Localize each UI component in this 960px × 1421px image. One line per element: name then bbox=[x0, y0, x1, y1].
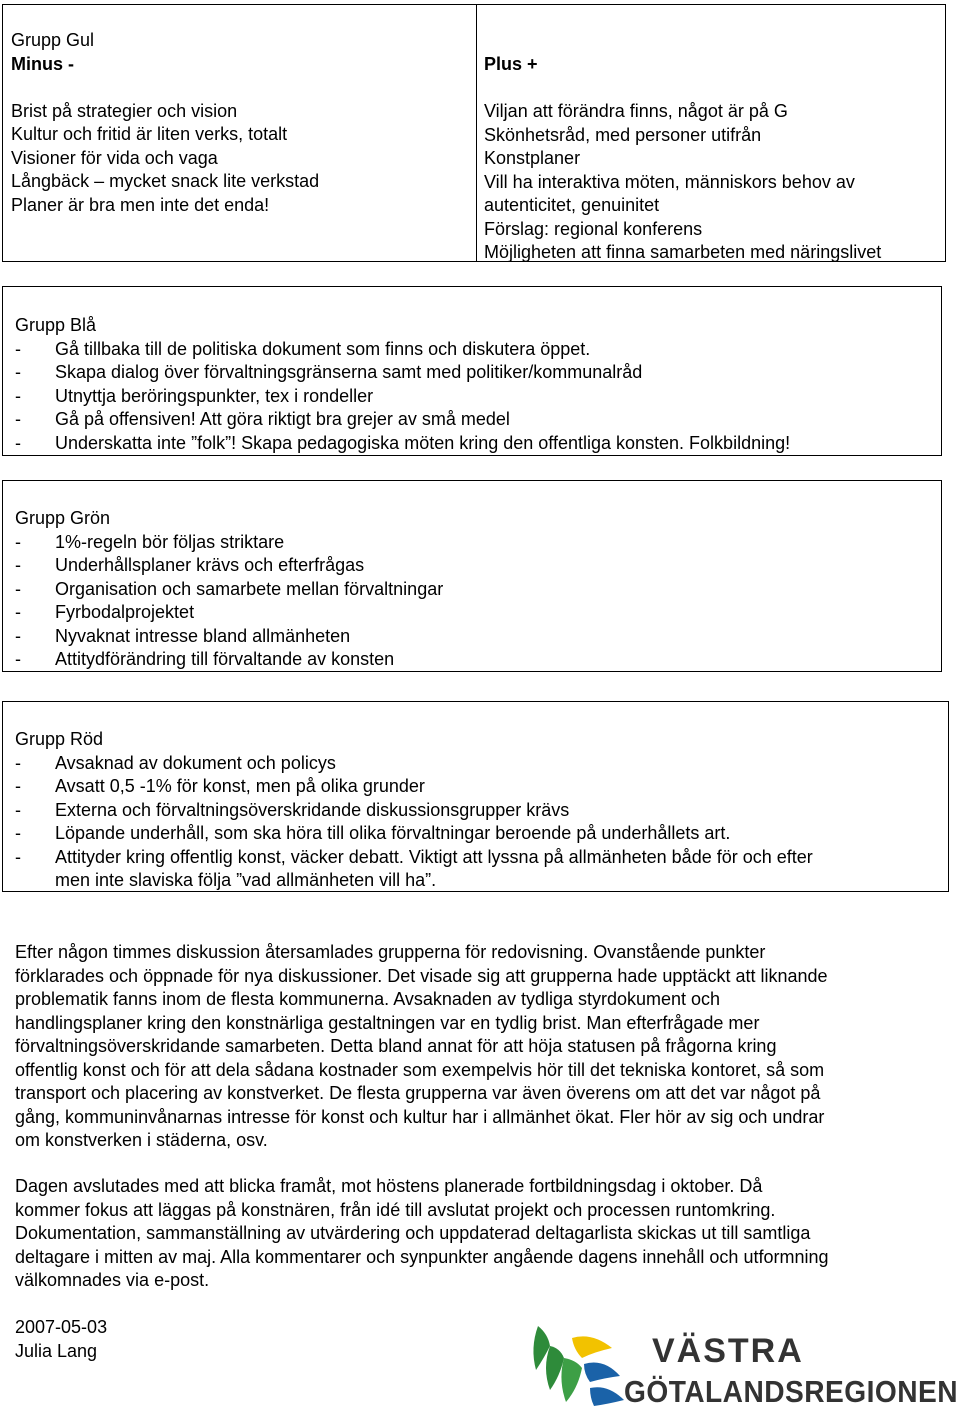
gul-plus-item: Skönhetsråd, med personer utifrån bbox=[484, 124, 762, 145]
footer bbox=[15, 1316, 107, 1363]
list-item: - Avsatt 0,5 -1% för konst, men på olika grunder bbox=[15, 775, 948, 799]
paragraph-line: om konstverken i städerna, osv. bbox=[15, 1130, 268, 1150]
paragraph-line: Efter någon timmes diskussion återsamlades grupperna för redovisning. Ovanstående punkter bbox=[15, 942, 766, 962]
list-item: - Underhållsplaner krävs och efterfrågas bbox=[15, 554, 941, 578]
gul-minus-item: Kultur och fritid är liten verks, totalt bbox=[11, 124, 288, 144]
list-item: - Nyvaknat intresse bland allmänheten bbox=[15, 625, 941, 649]
gul-minus-box bbox=[2, 4, 477, 262]
paragraph-line: kommer fokus att läggas på konstnären, från idé till avslutat projekt och processen runtomkring. bbox=[15, 1199, 776, 1220]
paragraph-line: deltagare i mitten av maj. Alla kommentarer och synpunkter angående dagens innehåll och utformning bbox=[15, 1246, 829, 1267]
vastra-gotalandsregionen-logo bbox=[520, 1318, 960, 1414]
rod-box bbox=[2, 701, 949, 892]
list-item: - Attitydförändring till förvaltande av konsten bbox=[15, 648, 941, 672]
paragraph-line: Dagen avslutades med att blicka framåt, mot höstens planerade fortbildningsdag i oktober. Då bbox=[15, 1176, 763, 1196]
paragraph-line: Dokumentation, sammanställning av utvärdering och uppdaterad deltagarlista skickas ut till samtliga bbox=[15, 1223, 811, 1243]
gul-minus-item: Planer är bra men inte det enda! bbox=[11, 194, 270, 215]
list-item: - Organisation och samarbete mellan förvaltningar bbox=[15, 578, 941, 602]
list-item: - Löpande underhåll, som ska höra till olika förvaltningar beroende på underhållets art. bbox=[15, 822, 948, 846]
rod-title: Grupp Röd bbox=[15, 729, 104, 749]
paragraph-line: gång, kommuninvånarnas intresse för konst och kultur har i allmänhet ökat. Fler hör av sig och undrar bbox=[15, 1106, 825, 1127]
list-item: - Externa och förvaltningsöverskridande diskussionsgrupper krävs bbox=[15, 799, 948, 823]
gul-minus-heading: Minus - bbox=[11, 53, 74, 74]
bla-list bbox=[15, 338, 941, 456]
footer-author: Julia Lang bbox=[15, 1340, 98, 1361]
paragraph-line: offentlig konst och för att dela sådana kostnader som exempelvis hör till det tekniska kontoret, så som bbox=[15, 1059, 825, 1080]
list-item: - Attityder kring offentlig konst, väcker debatt. Viktigt att lyssna på allmänheten både för och efter bbox=[15, 846, 948, 870]
logo-line2: GÖTALANDSREGIONEN bbox=[624, 1374, 958, 1409]
gul-title: Grupp Gul bbox=[11, 30, 95, 50]
list-item: - Fyrbodalprojektet bbox=[15, 601, 941, 625]
gul-minus-item: Visioner för vida och vaga bbox=[11, 147, 218, 168]
summary-paragraph bbox=[15, 941, 945, 1153]
closing-paragraph bbox=[15, 1175, 945, 1293]
logo-emblem bbox=[533, 1326, 624, 1406]
gul-minus-item: Långbäck – mycket snack lite verkstad bbox=[11, 171, 320, 191]
gul-plus-item: Viljan att förändra finns, något är på G bbox=[484, 101, 788, 121]
paragraph-line: förklarades och öppnade för nya diskussioner. Det visade sig att grupperna hade upptäckt att liknande bbox=[15, 965, 828, 986]
list-item: - Avsaknad av dokument och policys bbox=[15, 752, 948, 776]
paragraph-line: förvaltningsöverskridande samarbeten. Detta bland annat för att höja statusen på frågorna kring bbox=[15, 1036, 777, 1056]
logo-line1: VÄSTRA bbox=[652, 1332, 804, 1370]
rod-item-continuation: men inte slaviska följa ”vad allmänheten vill ha”. bbox=[55, 870, 437, 890]
list-item: - 1%-regeln bör följas striktare bbox=[15, 531, 941, 555]
paragraph-line: välkomnades via e-post. bbox=[15, 1270, 210, 1290]
list-item: - Utnyttja beröringspunkter, tex i rondeller bbox=[15, 385, 941, 409]
footer-date: 2007-05-03 bbox=[15, 1317, 108, 1337]
gul-plus-item: autenticitet, genuinitet bbox=[484, 195, 660, 215]
gul-minus-item: Brist på strategier och vision bbox=[11, 100, 238, 121]
bla-title: Grupp Blå bbox=[15, 315, 97, 335]
gul-plus-item: Möjligheten att finna samarbeten med näringslivet bbox=[484, 242, 882, 262]
gron-box bbox=[2, 480, 942, 672]
list-item: - Gå tillbaka till de politiska dokument som finns och diskutera öppet. bbox=[15, 338, 941, 362]
paragraph-line: handlingsplaner kring den konstnärliga gestaltningen var en tydlig brist. Man efterfrågade mer bbox=[15, 1012, 760, 1033]
gron-title: Grupp Grön bbox=[15, 508, 111, 528]
gul-plus-heading: Plus + bbox=[484, 54, 538, 74]
paragraph-line: problematik fanns inom de flesta kommunerna. Avsaknaden av tydliga styrdokument och bbox=[15, 989, 721, 1009]
gul-plus-box bbox=[476, 4, 946, 262]
bla-box bbox=[2, 286, 942, 456]
gron-list bbox=[15, 531, 941, 672]
list-item: - Underskatta inte ”folk”! Skapa pedagogiska möten kring den offentliga konsten. Folkbildning! bbox=[15, 432, 941, 456]
paragraph-line: transport och placering av konstverket. De flesta grupperna var även överens om att det var något på bbox=[15, 1083, 821, 1103]
gul-plus-item: Förslag: regional konferens bbox=[484, 218, 703, 239]
gul-plus-item: Vill ha interaktiva möten, människors behov av bbox=[484, 171, 855, 192]
logo-emblem-icon bbox=[520, 1318, 960, 1414]
gul-plus-item: Konstplaner bbox=[484, 148, 581, 168]
rod-list bbox=[15, 752, 948, 870]
list-item: - Skapa dialog över förvaltningsgränserna samt med politiker/kommunalråd bbox=[15, 361, 941, 385]
list-item: - Gå på offensiven! Att göra riktigt bra grejer av små medel bbox=[15, 408, 941, 432]
